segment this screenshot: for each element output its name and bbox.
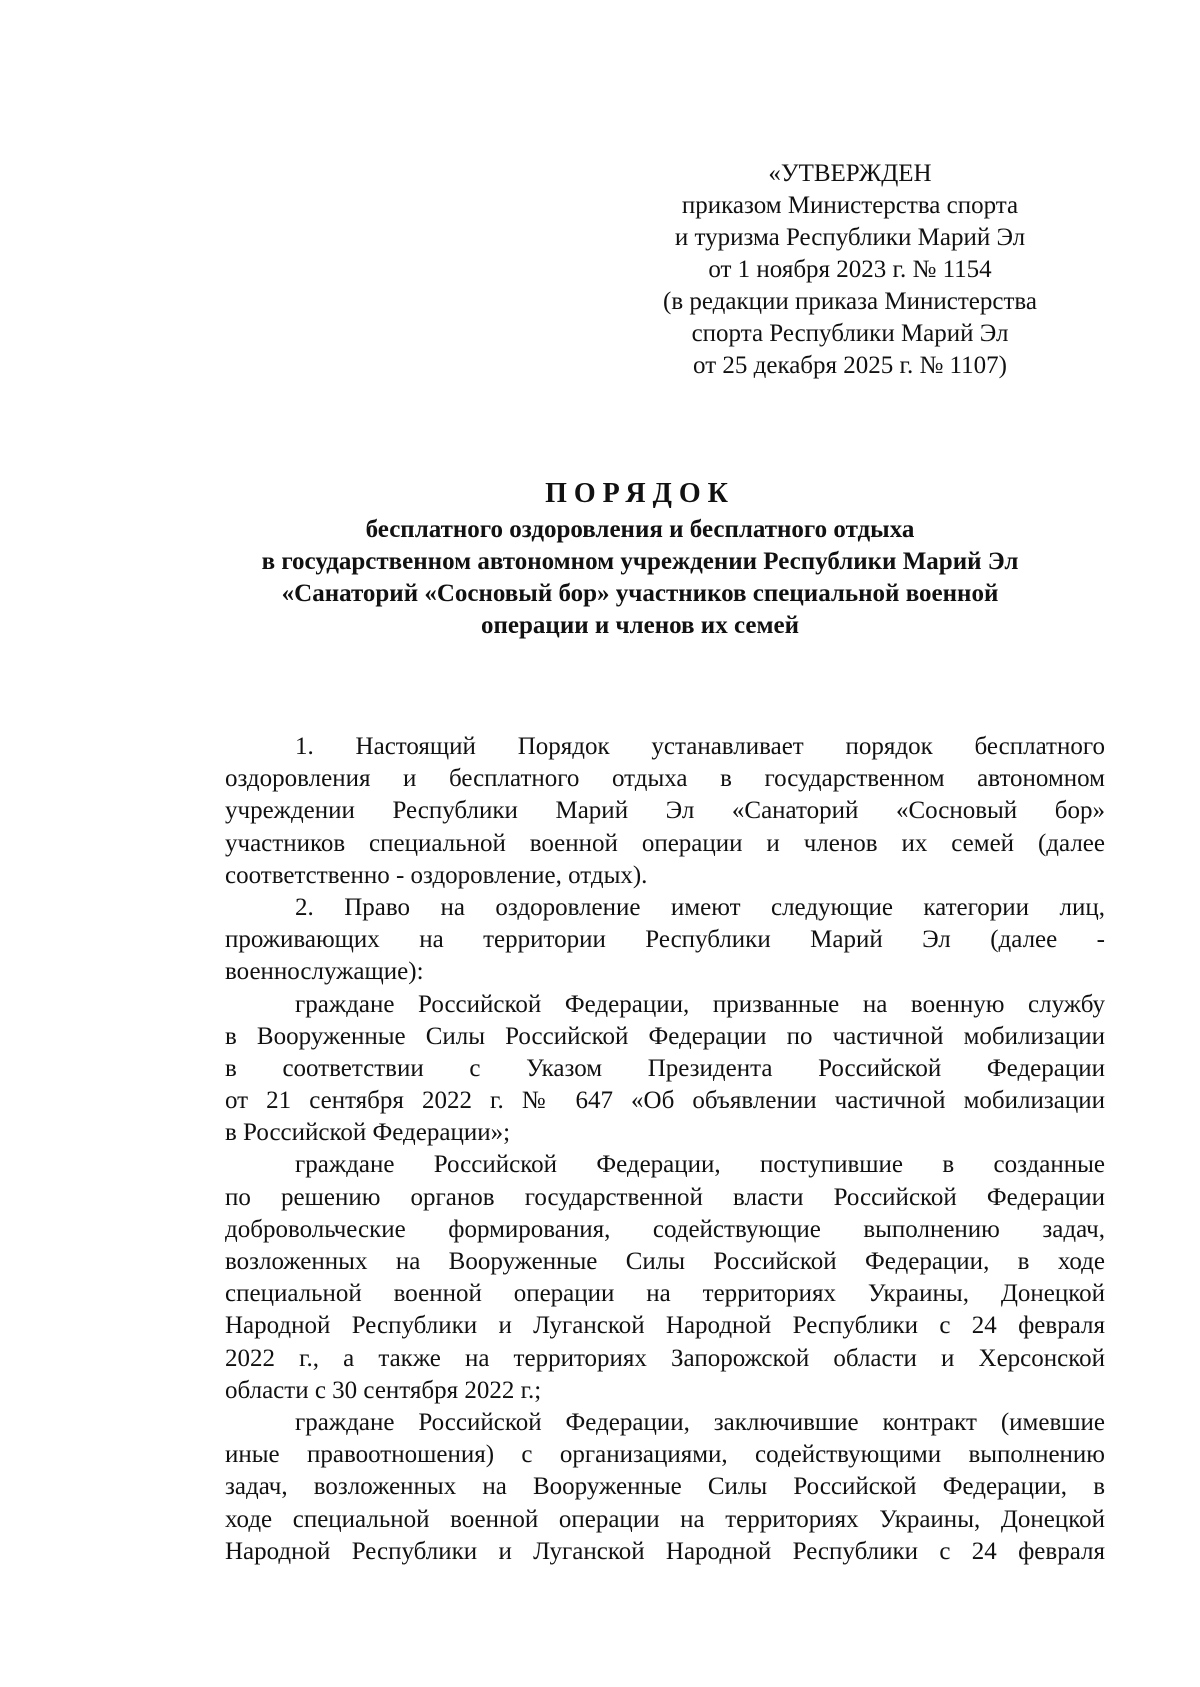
document-title: ПОРЯДОК xyxy=(545,478,735,509)
body-line: 2022 г., а также на территориях Запорожской области и Херсонской xyxy=(225,1344,1105,1372)
approval-line: (в редакции приказа Министерства xyxy=(663,288,1037,315)
body-line: иные правоотношения) с организациями, содействующими выполнению xyxy=(225,1441,1105,1469)
body-line: военнослужащие): xyxy=(225,958,424,986)
document-title-block xyxy=(190,474,1090,642)
body-line: участников специальной военной операции и членов их семей (далее xyxy=(225,829,1105,857)
body-line: оздоровления и бесплатного отдыха в государственном автономном xyxy=(225,765,1105,793)
body-line: учреждении Республики Марий Эл «Санаторий «Сосновый бор» xyxy=(225,797,1105,825)
document-subtitle xyxy=(190,514,1090,642)
body-line: граждане Российской Федерации, призванные на военную службу xyxy=(295,990,1105,1018)
approval-line: от 25 декабря 2025 г. № 1107) xyxy=(693,352,1007,379)
body-line: добровольческие формирования, содействующие выполнению задач, xyxy=(225,1215,1105,1243)
subtitle-line: бесплатного оздоровления и бесплатного отдыха xyxy=(365,516,915,543)
body-line: специальной военной операции на территориях Украины, Донецкой xyxy=(225,1280,1105,1308)
body-line: Народной Республики и Луганской Народной Республики с 24 февраля xyxy=(225,1312,1105,1340)
body-line: задач, возложенных на Вооруженные Силы Российской Федерации, в xyxy=(225,1473,1105,1501)
body-line: проживающих на территории Республики Марий Эл (далее - xyxy=(225,926,1105,954)
body-line: 2. Право на оздоровление имеют следующие категории лиц, xyxy=(295,893,1105,921)
body-line: возложенных на Вооруженные Силы Российской Федерации, в ходе xyxy=(225,1248,1105,1275)
approval-line: спорта Республики Марий Эл xyxy=(691,320,1009,347)
body-line: 1. Настоящий Порядок устанавливает порядок бесплатного xyxy=(295,733,1105,760)
body-line: в соответствии с Указом Президента Российской Федерации xyxy=(225,1054,1105,1082)
approval-line: и туризма Республики Марий Эл xyxy=(674,224,1026,251)
approval-line: приказом Министерства спорта xyxy=(681,192,1019,219)
subtitle-line: «Санаторий «Сосновый бор» участников специальной военной xyxy=(281,580,999,607)
body-line: в Вооруженные Силы Российской Федерации по частичной мобилизации xyxy=(225,1022,1105,1050)
approval-stamp-block xyxy=(620,158,1080,382)
body-line: по решению органов государственной власти Российской Федерации xyxy=(225,1183,1105,1211)
subtitle-line: операции и членов их семей xyxy=(481,612,799,639)
body-line: соответственно - оздоровление, отдых). xyxy=(225,861,648,889)
subtitle-line: в государственном автономном учреждении Республики Марий Эл xyxy=(261,548,1019,575)
document-body xyxy=(225,731,1105,1568)
approval-line: от 1 ноября 2023 г. № 1154 xyxy=(708,256,992,283)
body-line: от 21 сентября 2022 г. № 647 «Об объявлении частичной мобилизации xyxy=(225,1087,1105,1115)
approval-line: «УТВЕРЖДЕН xyxy=(768,160,932,187)
body-line: Народной Республики и Луганской Народной Республики с 24 февраля xyxy=(225,1537,1105,1565)
body-line: граждане Российской Федерации, поступившие в созданные xyxy=(295,1151,1105,1179)
body-line: области с 30 сентября 2022 г.; xyxy=(225,1376,542,1404)
body-line: ходе специальной военной операции на территориях Украины, Донецкой xyxy=(225,1505,1105,1533)
body-line: граждане Российской Федерации, заключившие контракт (имевшие xyxy=(295,1408,1105,1436)
body-line: в Российской Федерации»; xyxy=(225,1119,511,1147)
